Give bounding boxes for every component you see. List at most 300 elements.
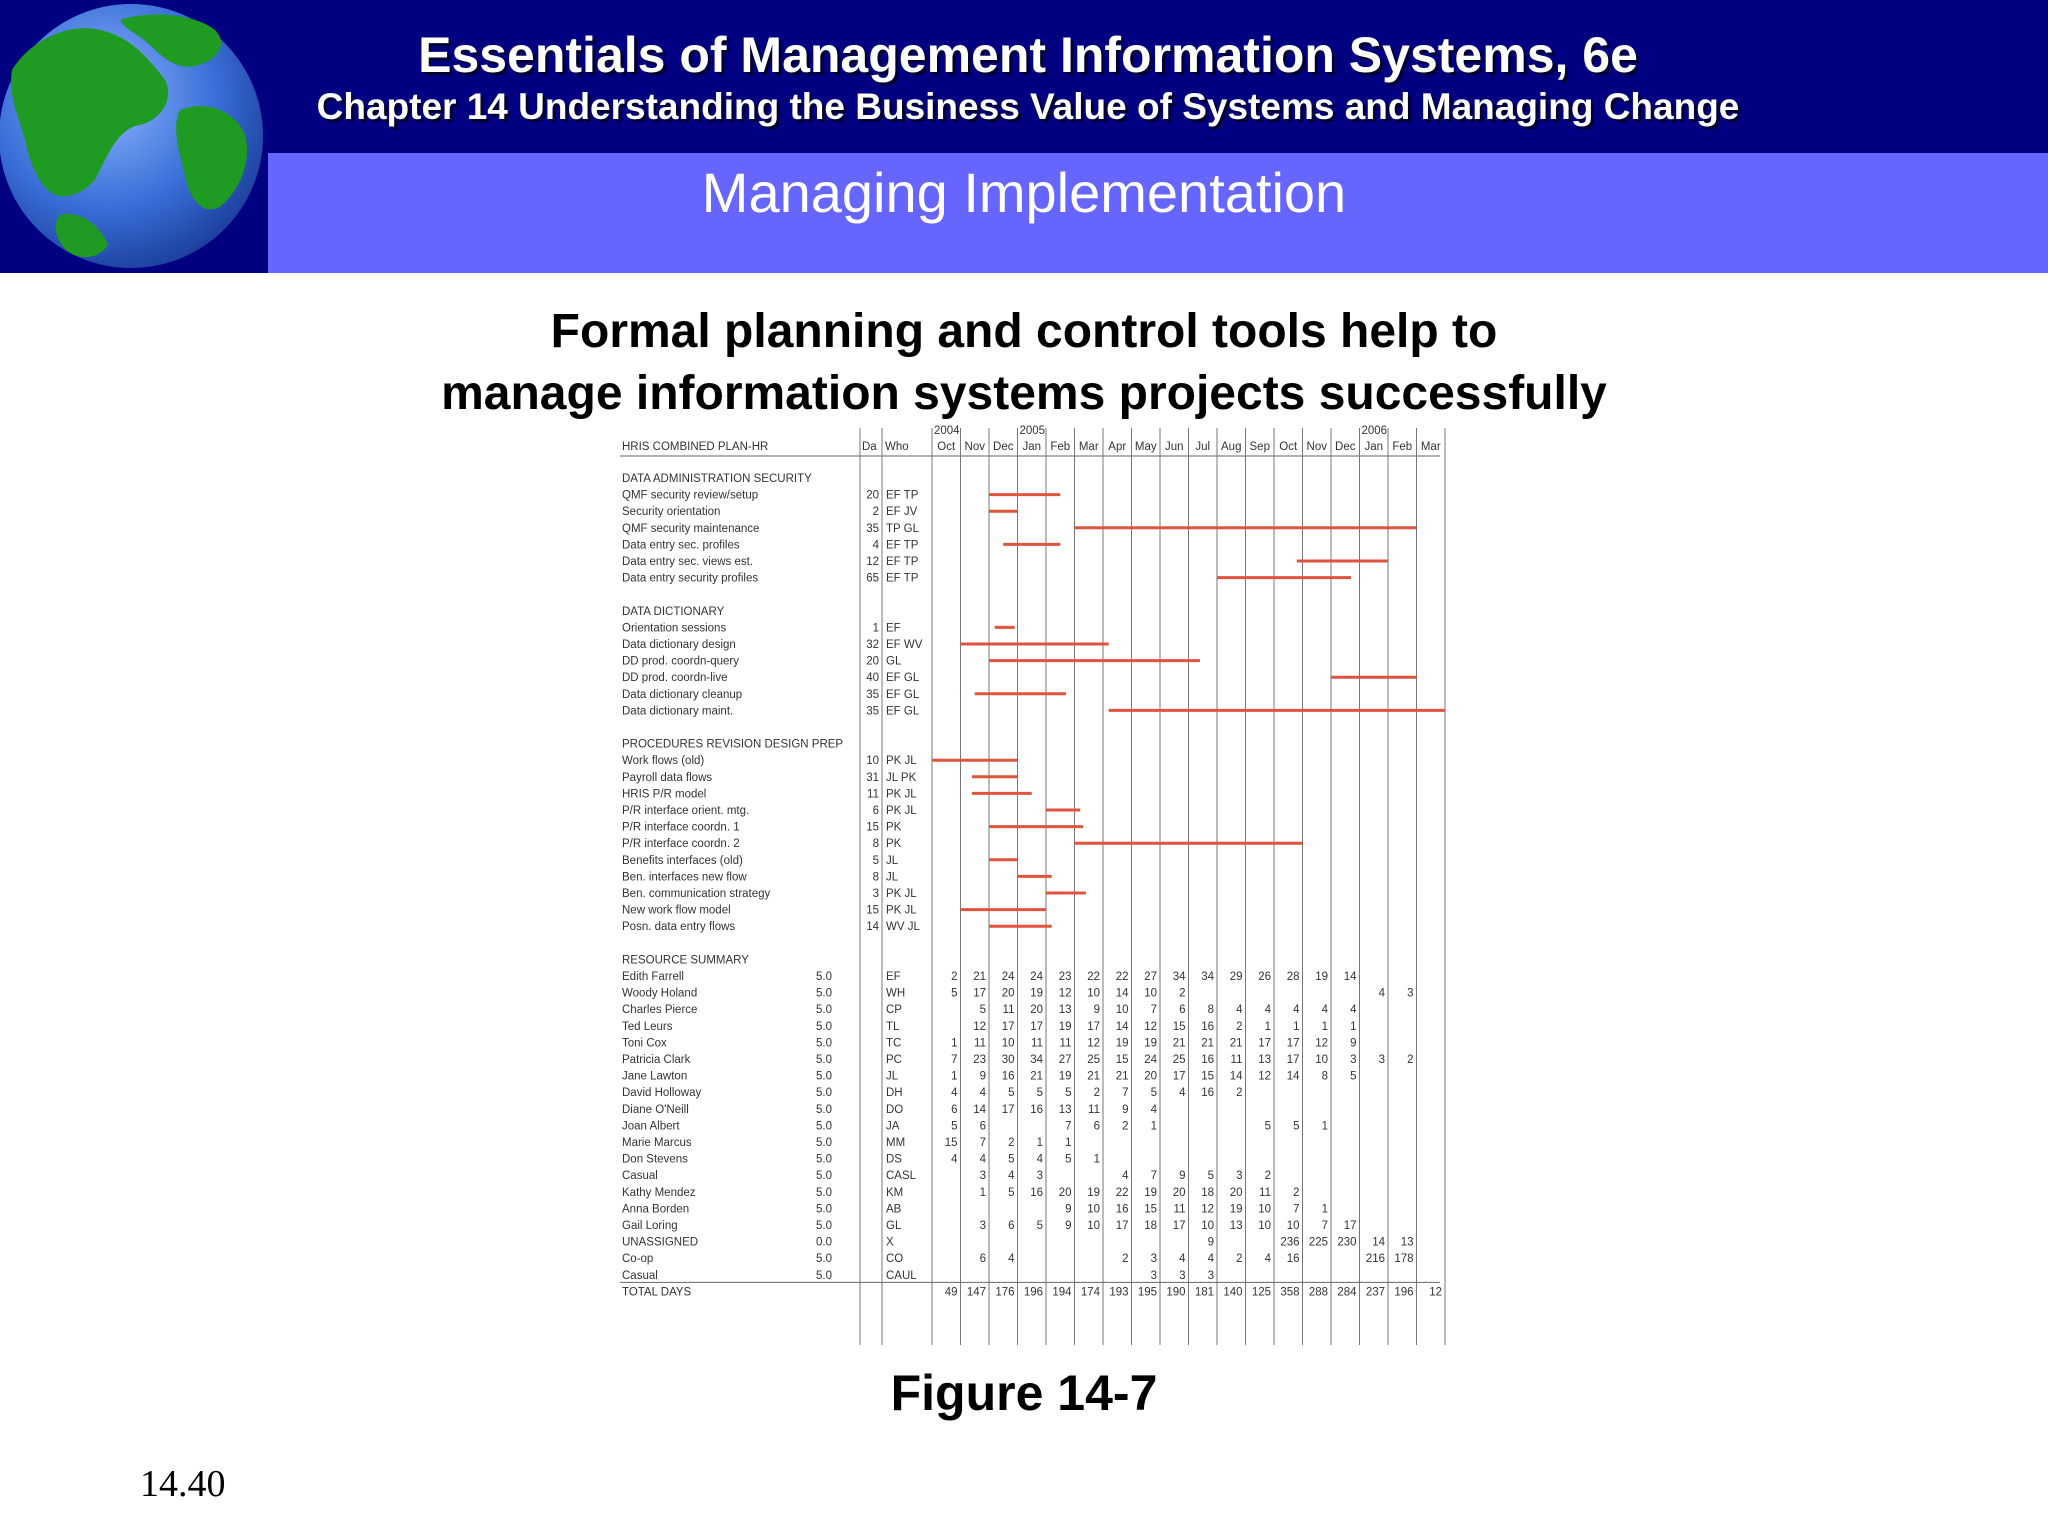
- chart-resource-value: 1: [1350, 1020, 1357, 1033]
- chart-resource-who: EF: [886, 971, 901, 983]
- chart-resource-value: 16: [1201, 1020, 1214, 1033]
- chart-month-label: Jan: [1364, 441, 1384, 453]
- chart-resource-value: 3: [1378, 1054, 1385, 1066]
- chart-resource-value: 9: [1350, 1037, 1357, 1050]
- chart-resource-value: 6: [1093, 1120, 1100, 1133]
- chart-resource-value: 11: [1031, 1037, 1043, 1050]
- chart-resource-rate: 5.0: [816, 1087, 832, 1100]
- chart-resource-value: 21: [1030, 1070, 1043, 1083]
- chart-resource-value: 4: [1179, 1253, 1186, 1266]
- chart-resource-value: 27: [1058, 1054, 1072, 1066]
- chart-resource-value: 16: [1286, 1253, 1300, 1266]
- chart-resource-value: 4: [1150, 1103, 1157, 1116]
- chart-resource-value: 15: [1172, 1020, 1186, 1033]
- chart-month-label: Jan: [1022, 441, 1042, 453]
- chart-task-name: DD prod. coordn-query: [622, 655, 739, 668]
- chart-resource-value: 1: [1321, 1020, 1328, 1033]
- chart-resource-value: 2: [1093, 1087, 1100, 1100]
- chart-task-who: PK JL: [886, 805, 917, 817]
- chart-resource-value: 13: [1058, 1103, 1072, 1116]
- chart-resource-value: 11: [1173, 1203, 1186, 1216]
- chart-resource-value: 2: [1122, 1253, 1129, 1266]
- chart-resource-rate: 5.0: [816, 1153, 832, 1166]
- chart-resource-value: 11: [974, 1037, 986, 1050]
- chart-resource-value: 9: [1093, 1004, 1100, 1017]
- chart-month-label: Dec: [993, 441, 1014, 453]
- chart-resource-value: 24: [1030, 971, 1043, 983]
- chart-resource-value: 5: [951, 987, 958, 1000]
- chart-resource-value: 12: [1315, 1037, 1328, 1050]
- chart-task-days: 1: [872, 622, 879, 635]
- chart-resource-value: 2: [1122, 1120, 1129, 1133]
- chart-resource-value: 29: [1229, 971, 1243, 983]
- chart-resource-value: 2: [1407, 1054, 1414, 1066]
- chart-resource-value: 6: [1179, 1004, 1186, 1017]
- headline-line-2: manage information systems projects successfully: [441, 367, 1607, 420]
- chart-task-who: EF: [886, 622, 901, 635]
- chart-resource-value: 28: [1286, 971, 1300, 983]
- chart-resource-value: 5: [1036, 1087, 1043, 1100]
- chart-resource-rate: 5.0: [816, 1054, 832, 1066]
- chart-resource-value: 4: [1264, 1253, 1271, 1266]
- chart-task-who: PK JL: [886, 904, 917, 917]
- chart-month-label: Aug: [1221, 441, 1242, 453]
- chart-month-label: Mar: [1078, 441, 1099, 453]
- chart-resource-name: David Holloway: [622, 1087, 702, 1100]
- chart-resource-value: 17: [1258, 1037, 1271, 1050]
- chart-resource-value: 7: [979, 1137, 986, 1149]
- chart-resource-value: 230: [1337, 1236, 1357, 1249]
- chart-resource-who: MM: [886, 1137, 906, 1149]
- chart-resource-value: 13: [1258, 1054, 1271, 1066]
- chart-plan-title: HRIS COMBINED PLAN-HR: [622, 441, 769, 453]
- chart-resource-value: 14: [1343, 971, 1357, 983]
- chart-resource-rate: 5.0: [816, 1004, 832, 1017]
- chart-resource-value: 27: [1144, 971, 1157, 983]
- chart-task-name: QMF security maintenance: [622, 522, 760, 535]
- chart-total-value: 190: [1166, 1286, 1186, 1299]
- chart-resource-value: 4: [1122, 1170, 1129, 1183]
- chart-month-label: Feb: [1050, 441, 1071, 453]
- chart-resource-value: 18: [1144, 1220, 1157, 1232]
- chart-resource-value: 7: [1065, 1120, 1072, 1133]
- chart-resource-value: 2: [1236, 1087, 1243, 1100]
- chart-resource-who: GL: [886, 1220, 902, 1232]
- chart-task-days: 8: [872, 871, 879, 884]
- chart-resource-value: 5: [1264, 1120, 1271, 1133]
- chart-task-who: EF TP: [886, 572, 919, 585]
- chart-resource-value: 5: [1150, 1087, 1157, 1100]
- chart-task-who: PK JL: [886, 888, 917, 900]
- chart-resource-value: 11: [1059, 1037, 1072, 1050]
- section-title: Managing Implementation: [701, 161, 1347, 224]
- chart-resource-value: 3: [979, 1170, 986, 1183]
- chart-resource-value: 21: [1172, 1037, 1186, 1050]
- chart-resource-value: 13: [1058, 1004, 1072, 1017]
- chart-task-days: 11: [867, 788, 879, 801]
- chart-task-name: Work flows (old): [622, 755, 705, 768]
- chart-resource-value: 4: [1321, 1004, 1328, 1017]
- chart-resource-value: 34: [1172, 971, 1186, 983]
- chart-resource-value: 4: [1350, 1004, 1357, 1017]
- chart-resource-value: 4: [1207, 1253, 1214, 1266]
- chart-resource-value: 21: [1201, 1037, 1214, 1050]
- globe-icon: [0, 0, 268, 273]
- chart-resource-value: 9: [979, 1070, 986, 1083]
- chart-resource-value: 225: [1308, 1236, 1328, 1249]
- chart-year-label: 2005: [1019, 425, 1046, 437]
- chart-task-name: DD prod. coordn-live: [622, 672, 728, 685]
- chart-task-days: 2: [872, 506, 879, 519]
- chart-resource-who: JA: [886, 1120, 900, 1133]
- chart-task-name: Posn. data entry flows: [622, 921, 736, 934]
- chart-resource-value: 3: [1236, 1170, 1243, 1183]
- chart-task-who: EF GL: [886, 688, 920, 701]
- chart-resource-value: 17: [1172, 1220, 1186, 1232]
- chart-task-name: P/R interface coordn. 2: [622, 838, 740, 851]
- chart-resource-value: 3: [1036, 1170, 1043, 1183]
- chart-resource-name: Casual: [622, 1269, 658, 1282]
- chart-resource-value: 16: [1201, 1087, 1214, 1100]
- chart-resource-value: 10: [1201, 1220, 1214, 1232]
- chart-resource-value: 25: [1172, 1054, 1186, 1066]
- chart-resource-value: 16: [1030, 1103, 1043, 1116]
- chart-resource-value: 6: [979, 1120, 986, 1133]
- figure-caption: Figure 14-7: [890, 1365, 1158, 1421]
- chart-month-label: Jun: [1164, 441, 1184, 453]
- chart-resource-value: 21: [973, 971, 986, 983]
- chart-resource-value: 4: [951, 1087, 958, 1100]
- chart-total-value: 193: [1109, 1286, 1129, 1299]
- chart-resource-value: 23: [1058, 971, 1072, 983]
- chart-resource-value: 2: [1236, 1253, 1243, 1266]
- chart-task-who: PK JL: [886, 755, 917, 768]
- chart-resource-who: DH: [886, 1087, 903, 1100]
- chart-resource-value: 19: [1144, 1186, 1157, 1199]
- chart-resource-rate: 5.0: [816, 1203, 832, 1216]
- chart-resource-value: 3: [1179, 1269, 1186, 1282]
- chart-resource-value: 20: [1144, 1070, 1157, 1083]
- chart-resource-value: 17: [1343, 1220, 1357, 1232]
- chart-resource-value: 20: [1058, 1186, 1072, 1199]
- chart-task-days: 35: [866, 705, 879, 718]
- chart-resource-value: 5: [951, 1120, 958, 1133]
- chart-resource-value: 4: [1293, 1004, 1300, 1017]
- chart-resource-value: 7: [1150, 1004, 1157, 1017]
- chart-task-name: P/R interface orient. mtg.: [622, 805, 750, 817]
- chart-resource-value: 17: [1286, 1037, 1300, 1050]
- chart-resource-value: 2: [1179, 987, 1186, 1000]
- chart-task-name: Ben. communication strategy: [622, 888, 771, 900]
- chart-resource-name: Ted Leurs: [622, 1020, 673, 1033]
- chart-month-label: Jul: [1195, 441, 1211, 453]
- chart-task-who: EF TP: [886, 556, 919, 568]
- chart-month-label: Oct: [1279, 441, 1298, 453]
- book-title: Essentials of Management Information Systems, 6e: [418, 27, 1638, 83]
- chart-resource-value: 1: [1321, 1203, 1328, 1216]
- chart-total-value: 147: [966, 1286, 986, 1299]
- chart-resource-value: 17: [1030, 1020, 1043, 1033]
- chart-resource-rate: 5.0: [816, 1020, 832, 1033]
- chart-resource-rate: 5.0: [816, 1137, 832, 1149]
- chart-resource-value: 14: [1229, 1070, 1243, 1083]
- gantt-chart-figure: [610, 420, 1450, 1350]
- chart-resource-value: 12: [1058, 987, 1072, 1000]
- chart-total-label: TOTAL DAYS: [622, 1286, 692, 1299]
- chart-resource-value: 23: [973, 1054, 986, 1066]
- chart-resource-who: DS: [886, 1153, 902, 1166]
- chart-resource-value: 10: [1115, 1004, 1129, 1017]
- chart-section-title: DATA DICTIONARY: [622, 605, 725, 618]
- chart-total-value: 194: [1052, 1286, 1072, 1299]
- chart-resource-value: 1: [1093, 1153, 1100, 1166]
- chart-resource-value: 5: [1065, 1153, 1072, 1166]
- chart-resource-name: Charles Pierce: [622, 1004, 698, 1017]
- chart-resource-value: 19: [1030, 987, 1043, 1000]
- chart-resource-value: 5: [979, 1004, 986, 1017]
- chart-resource-value: 15: [944, 1137, 958, 1149]
- chart-resource-name: Gail Loring: [622, 1220, 678, 1232]
- chart-task-name: Data dictionary maint.: [622, 705, 734, 718]
- chart-resource-value: 25: [1087, 1054, 1100, 1066]
- chart-resource-value: 2: [1264, 1170, 1271, 1183]
- chart-resource-rate: 0.0: [816, 1236, 832, 1249]
- chart-total-value: 284: [1337, 1286, 1357, 1299]
- chart-resource-value: 3: [1150, 1253, 1157, 1266]
- chart-resource-value: 12: [1144, 1020, 1157, 1033]
- chart-resource-value: 15: [1201, 1070, 1214, 1083]
- chart-resource-value: 26: [1258, 971, 1271, 983]
- chart-task-days: 35: [866, 522, 879, 535]
- chart-resource-value: 17: [1001, 1103, 1015, 1116]
- chart-resource-value: 10: [1286, 1220, 1300, 1232]
- chart-resource-who: X: [886, 1236, 894, 1249]
- chart-resource-value: 17: [1087, 1020, 1100, 1033]
- chart-resource-value: 4: [951, 1153, 958, 1166]
- chart-month-label: Dec: [1335, 441, 1356, 453]
- chart-resource-value: 6: [951, 1103, 958, 1116]
- chart-resource-value: 10: [1315, 1054, 1328, 1066]
- chart-task-days: 10: [866, 755, 879, 768]
- chart-resource-value: 3: [1150, 1269, 1157, 1282]
- chart-resource-value: 11: [1259, 1186, 1271, 1199]
- chart-year-label: 2006: [1361, 425, 1388, 437]
- chart-task-who: EF WV: [886, 639, 923, 651]
- chapter-title: Chapter 14 Understanding the Business Value of Systems and Managing Change: [316, 86, 1740, 127]
- chart-resource-value: 9: [1179, 1170, 1186, 1183]
- chart-resource-who: CASL: [886, 1170, 917, 1183]
- chart-resource-value: 3: [1207, 1269, 1214, 1282]
- chart-resource-name: Kathy Mendez: [622, 1186, 696, 1199]
- chart-task-days: 14: [866, 921, 879, 934]
- chart-resource-value: 12: [1087, 1037, 1100, 1050]
- chart-resource-value: 19: [1115, 1037, 1129, 1050]
- chart-resource-value: 7: [1150, 1170, 1157, 1183]
- chart-resource-value: 3: [979, 1220, 986, 1232]
- chart-resource-rate: 5.0: [816, 1220, 832, 1232]
- chart-resource-value: 30: [1001, 1054, 1015, 1066]
- chart-resource-who: CAUL: [886, 1269, 917, 1282]
- chart-resource-value: 13: [1229, 1220, 1243, 1232]
- chart-total-value: 125: [1251, 1286, 1271, 1299]
- chart-resource-value: 19: [1229, 1203, 1243, 1216]
- chart-resource-value: 17: [1115, 1220, 1129, 1232]
- chart-resource-value: 13: [1400, 1236, 1414, 1249]
- chart-resource-value: 9: [1122, 1103, 1129, 1116]
- chart-resource-value: 4: [979, 1153, 986, 1166]
- chart-resource-value: 4: [1179, 1087, 1186, 1100]
- chart-task-name: Data entry sec. views est.: [622, 556, 754, 568]
- chart-resource-value: 12: [1258, 1070, 1271, 1083]
- chart-resource-value: 1: [1036, 1137, 1043, 1149]
- chart-month-label: May: [1134, 441, 1157, 453]
- chart-total-value: 181: [1194, 1286, 1214, 1299]
- chart-resource-value: 24: [1001, 971, 1015, 983]
- chart-task-who: GL: [886, 655, 902, 668]
- chart-resource-value: 17: [973, 987, 986, 1000]
- chart-month-label: Apr: [1108, 441, 1127, 453]
- chart-resource-value: 16: [1030, 1186, 1043, 1199]
- headline-line-1: Formal planning and control tools help to: [550, 305, 1498, 358]
- chart-resource-value: 4: [1036, 1153, 1043, 1166]
- chart-resource-value: 34: [1030, 1054, 1043, 1066]
- chart-resource-name: UNASSIGNED: [622, 1236, 699, 1249]
- chart-resource-rate: 5.0: [816, 1170, 832, 1183]
- chart-resource-name: Woody Holand: [622, 987, 698, 1000]
- chart-resource-value: 21: [1115, 1070, 1129, 1083]
- chart-resource-value: 1: [1321, 1120, 1328, 1133]
- chart-days-header: Da: [862, 441, 877, 453]
- chart-resource-value: 14: [1372, 1236, 1385, 1249]
- chart-task-days: 40: [866, 672, 879, 685]
- chart-task-who: WV JL: [886, 921, 920, 934]
- chart-task-days: 15: [866, 821, 879, 834]
- chart-resource-rate: 5.0: [816, 1070, 832, 1083]
- chart-resource-name: Edith Farrell: [622, 971, 684, 983]
- chart-task-name: Security orientation: [622, 506, 721, 519]
- chart-task-who: PK JL: [886, 788, 917, 801]
- chart-resource-value: 5: [1036, 1220, 1043, 1232]
- chart-resource-value: 14: [1115, 987, 1129, 1000]
- chart-total-value: 196: [1023, 1286, 1043, 1299]
- chart-task-who: PK: [886, 838, 902, 851]
- chart-month-label: Nov: [964, 441, 985, 453]
- chart-task-name: Data entry sec. profiles: [622, 539, 740, 552]
- chart-task-days: 6: [872, 805, 879, 817]
- chart-resource-value: 236: [1280, 1236, 1300, 1249]
- chart-resource-rate: 5.0: [816, 1103, 832, 1116]
- chart-resource-name: Don Stevens: [622, 1153, 688, 1166]
- chart-resource-name: Patricia Clark: [622, 1054, 691, 1066]
- chart-total-value: 195: [1137, 1286, 1157, 1299]
- chart-resource-value: 17: [1286, 1054, 1300, 1066]
- chart-resource-value: 10: [1144, 987, 1157, 1000]
- chart-month-label: Oct: [937, 441, 956, 453]
- chart-resource-who: JL: [886, 1070, 899, 1083]
- chart-resource-value: 1: [979, 1186, 986, 1199]
- chart-resource-value: 2: [951, 971, 958, 983]
- chart-task-name: HRIS P/R model: [622, 788, 707, 801]
- chart-resource-value: 4: [1378, 987, 1385, 1000]
- chart-resource-value: 1: [1065, 1137, 1072, 1149]
- chart-task-name: Data dictionary cleanup: [622, 688, 743, 701]
- chart-task-who: JL: [886, 871, 899, 884]
- chart-resource-value: 20: [1030, 1004, 1043, 1017]
- chart-task-days: 4: [872, 539, 879, 552]
- chart-resource-value: 18: [1201, 1186, 1214, 1199]
- chart-task-name: Data entry security profiles: [622, 572, 759, 585]
- chart-resource-who: TC: [886, 1037, 902, 1050]
- chart-task-name: P/R interface coordn. 1: [622, 821, 740, 834]
- chart-year-label: 2004: [934, 425, 960, 437]
- chart-resource-value: 3: [1407, 987, 1414, 1000]
- chart-task-who: JL PK: [886, 771, 917, 784]
- chart-month-label: Mar: [1420, 441, 1441, 453]
- chart-month-label: Nov: [1306, 441, 1327, 453]
- chart-resource-value: 16: [1115, 1203, 1129, 1216]
- chart-resource-value: 20: [1001, 987, 1015, 1000]
- chart-task-name: Benefits interfaces (old): [622, 854, 743, 867]
- chart-resource-value: 2: [1293, 1186, 1300, 1199]
- chart-resource-rate: 5.0: [816, 1269, 832, 1282]
- chart-resource-value: 5: [1350, 1070, 1357, 1083]
- chart-task-days: 20: [866, 655, 879, 668]
- chart-resource-value: 1: [1293, 1020, 1300, 1033]
- chart-resource-name: Joan Albert: [622, 1120, 680, 1133]
- chart-task-who: EF TP: [886, 489, 919, 502]
- chart-resource-value: 22: [1115, 1186, 1129, 1199]
- chart-who-header: Who: [885, 441, 909, 453]
- chart-resource-value: 1: [951, 1070, 958, 1083]
- chart-resource-value: 10: [1258, 1203, 1271, 1216]
- chart-task-days: 32: [866, 639, 879, 651]
- chart-total-value: 196: [1394, 1286, 1414, 1299]
- chart-resource-rate: 5.0: [816, 1253, 832, 1266]
- chart-total-value: 176: [995, 1286, 1015, 1299]
- chart-resource-value: 6: [1008, 1220, 1015, 1232]
- chart-resource-name: Casual: [622, 1170, 658, 1183]
- chart-resource-value: 4: [1264, 1004, 1271, 1017]
- chart-task-name: New work flow model: [622, 904, 731, 917]
- chart-resource-value: 5: [1293, 1120, 1300, 1133]
- chart-task-name: Payroll data flows: [622, 771, 713, 784]
- chart-task-days: 31: [866, 771, 879, 784]
- chart-task-who: EF GL: [886, 672, 920, 685]
- chart-resource-value: 178: [1394, 1253, 1414, 1266]
- chart-resource-value: 5: [1008, 1087, 1015, 1100]
- chart-task-who: EF TP: [886, 539, 919, 552]
- chart-resource-value: 19: [1315, 971, 1328, 983]
- chart-task-days: 5: [872, 854, 879, 867]
- chart-resource-value: 216: [1365, 1253, 1385, 1266]
- chart-resource-value: 4: [1236, 1004, 1243, 1017]
- chart-resource-rate: 5.0: [816, 1186, 832, 1199]
- chart-resource-value: 2: [1008, 1137, 1015, 1149]
- chart-resource-value: 5: [1008, 1153, 1015, 1166]
- chart-resource-value: 8: [1321, 1070, 1328, 1083]
- chart-resource-who: AB: [886, 1203, 902, 1216]
- chart-resource-value: 14: [1115, 1020, 1129, 1033]
- chart-resource-who: PC: [886, 1054, 902, 1066]
- chart-resource-rate: 5.0: [816, 971, 832, 983]
- chart-resource-value: 12: [973, 1020, 986, 1033]
- chart-resource-name: Toni Cox: [622, 1037, 667, 1050]
- chart-resource-value: 19: [1144, 1037, 1157, 1050]
- logo: [0, 0, 268, 273]
- chart-resource-rate: 5.0: [816, 1037, 832, 1050]
- chart-resource-who: CP: [886, 1004, 902, 1017]
- chart-resource-value: 8: [1207, 1004, 1214, 1017]
